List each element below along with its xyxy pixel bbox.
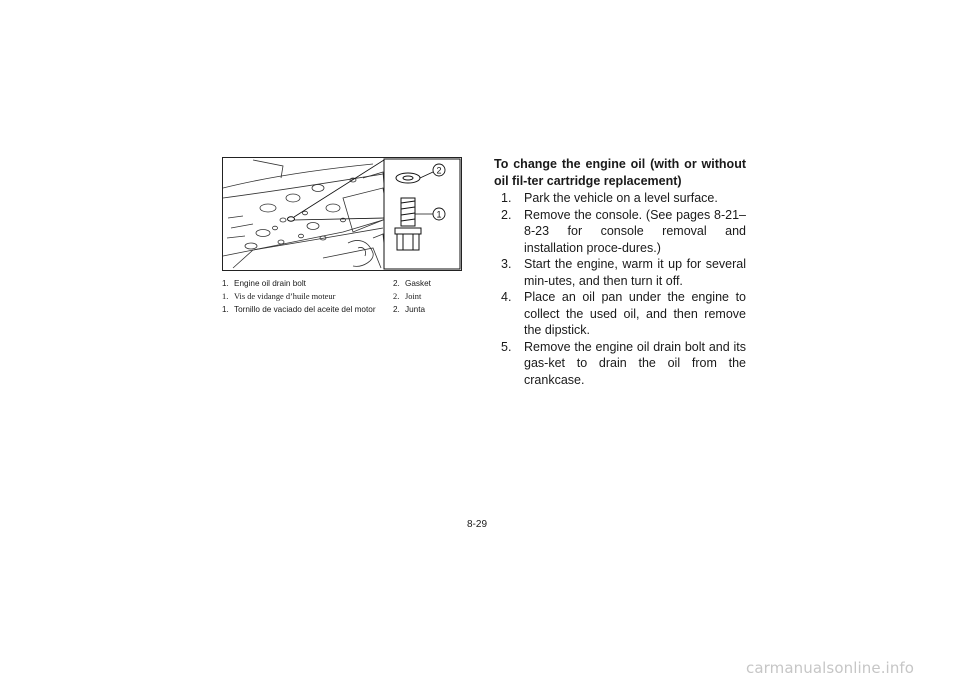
- caption-text: Vis de vidange d’huile moteur: [234, 292, 336, 301]
- caption-number: 1.: [222, 292, 229, 301]
- procedure-step: [501, 256, 746, 289]
- caption-text: Junta: [405, 305, 426, 314]
- caption-item-2: [393, 277, 431, 290]
- step-text: Remove the engine oil drain bolt and its gas-ket to drain the oil from the crankcase.: [524, 339, 746, 387]
- caption-row-french: [222, 290, 467, 303]
- procedure-step: [501, 207, 746, 257]
- step-number: 5.: [501, 339, 512, 354]
- caption-number: 2.: [393, 279, 400, 288]
- procedure-heading: To change the engine oil (with or without oil fil-ter cartridge replacement): [494, 157, 746, 188]
- caption-item-1: [222, 290, 335, 303]
- engine-underside-illustration: [222, 157, 462, 271]
- procedure-step: [501, 289, 746, 339]
- step-number: 2.: [501, 207, 512, 222]
- step-text: Start the engine, warm it up for several min-utes, and then turn it off.: [524, 257, 746, 288]
- step-text: Park the vehicle on a level surface.: [524, 191, 718, 205]
- procedure-step: [501, 339, 746, 389]
- figure-captions: [222, 277, 467, 316]
- page-number: 8-29: [467, 519, 488, 530]
- caption-row-spanish: [222, 303, 467, 316]
- caption-item-1: [222, 303, 376, 316]
- callout-1-label: 1: [436, 209, 442, 220]
- caption-text: Engine oil drain bolt: [234, 279, 306, 288]
- procedure-step: [501, 190, 746, 207]
- caption-text: Joint: [405, 292, 422, 301]
- caption-item-2: [393, 290, 421, 303]
- caption-number: 1.: [222, 305, 229, 314]
- engine-drawing: [223, 158, 461, 270]
- caption-row-english: [222, 277, 467, 290]
- caption-number: 2.: [393, 305, 400, 314]
- oil-change-procedure: [494, 156, 746, 388]
- step-number: 3.: [501, 257, 512, 271]
- step-number: 4.: [501, 290, 512, 304]
- caption-item-1: [222, 277, 306, 290]
- caption-item-2: [393, 303, 425, 316]
- step-text: Remove the console. (See pages 8-21–8-23 for console removal and installation proce-dures.): [524, 207, 746, 255]
- caption-number: 1.: [222, 279, 229, 288]
- caption-text: Tornillo de vaciado del aceite del motor: [234, 305, 376, 314]
- step-number: 1.: [501, 191, 512, 205]
- watermark-link[interactable]: carmanualsonline.info: [746, 659, 915, 677]
- caption-text: Gasket: [405, 279, 431, 288]
- callout-2-label: 2: [436, 165, 442, 176]
- caption-number: 2.: [393, 292, 400, 301]
- step-text: Place an oil pan under the engine to collect the used oil, and then remove the dipstick.: [524, 290, 746, 337]
